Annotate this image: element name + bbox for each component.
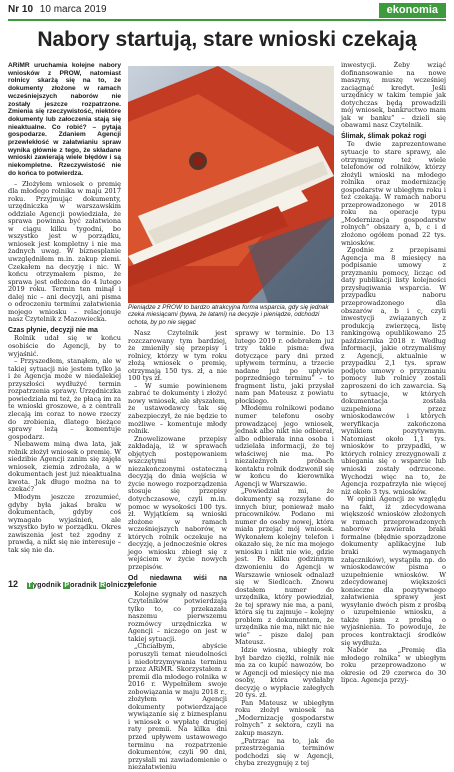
subheading-slimak: Ślimak, ślimak pokaż rogi (341, 132, 427, 140)
paragraph: Pan Mateusz w ubiegłym roku złożył wniosek na „Modernizację gospodarstw rolnych” z sektora, czyli na zakup maszyn. (235, 698, 334, 737)
paragraph: – Złożyłem wniosek o premię dla młodego rolnika w maju 2017 roku. Przyjmując dokumenty, urzędniczka w warszawskim oddziale Agencji powiedziała, że sprawa powinna być załatwiona w ciągu kilku tygodni, bo wszystko jest w porządku, wniosek jest kompletny i nie ma żadnych uwag. W biznesplanie uwzględniłem m.in. zakup ziemi. Czekałem na decyzję i nic. W końcu otrzymałem pismo, że sprawa jest odłożona do 4 lutego 2019 roku. Termin ten minął i dalej nic – ani decyzji, ani pisma o odroczeniu terminu załatwienia mojego wniosku – relacjonuje nasz Czytelnik z Mazowiecka. (8, 179, 121, 324)
photo-caption: Pieniądze z PROW to bardzo atrakcyjna forma wsparcia, gdy się jednak czeka miesiącami (bywa, że latami) na decyzje i pieniądze, odchodzi ochota, by po nie sięgać (128, 304, 329, 326)
column-2 (128, 330, 227, 772)
paragraph: Młodym jeszcze zrozumieć, gdyby była jakaś braku w dokumentach, gdyby coś wymagało wyjaśnień, ale wszystko było w porządku. Okres zawiszenia jest też zgodny z prawdą, a nikt się nie interesuje – tak się nie da. (8, 492, 121, 554)
paragraph: Kolejne sygnały od naszych Czytelników potwierdzają tylko to, co przekazała naszemu pierwszemu rozmówcy urzędniczka w Agencji – niczego on jest w takiej sytuacji. (128, 589, 227, 643)
publication-brand: Tygodnik Poradnik Rolniczy (27, 582, 132, 589)
paragraph: W opinii Agencji ze względu na fakt, iż zdecydowana większość wniosków złożonych w ramach przeprowadzonych naborów zawierała braki formalne (błędnie sporządzone dokumenty aplikacyjne lub braki wymaganych załączników), wystąpiła np. do wnioskodawców pisma o uzupełnienie wniosków. W zdecydowanej większości konieczne dla pozytywnego załatwienia sprawy jest wysyłanie dwóch pism z prośbą o uzupełnienie wniosku, a także pism z prośbą o wyjaśnienia. To powoduje, że proces kontraktacji środków się wydłuża. (341, 495, 446, 647)
paragraph: Znowelizowane przepisy zakładają, iż w sprawach objętych postępowaniem wszczętymi i niezakończonymi ostateczną decyzją do dnia wejścia w życie nowego rozporządzenia stosuje się przepisy dotychczasowe, czyli m.in. pomoc w wysokości 100 tys. zł. Wyjątkiem są wnioski złożone w ramach wcześniejszych naborów, w których rolnik oczekuje na decyzję, a jednocześnie okres jego wniosku zbiegł się z wejściem w życie nowych przepisów. (128, 434, 227, 571)
paragraph: „Powiedział mi, że dokumenty są rozsyłane do innych biur, ponieważ mało pracowników. Podano mi numer do osoby nowej, która miała przejąć mój wniosek. Wykonałem kolejny telefon i okazało się, że nic ma mojego wniosku i nikt nie wie, gdzie jest. Po kilku godzinnym dzwonieniu do Agencji w Warszawie wniosek odnalazł się w Siedlcach. Znowu dostałem numer do urzędnika, który powiedział, że tej sprawy nie ma, a pani, która się tu zajmuje – kolejny problem z dokumentem, że urzędnika nie ma, nikt nic nie wie” – pisze dalej pan Mateusz. (235, 487, 334, 647)
article-photo (128, 66, 334, 303)
subheading-telefon: Od niedawna wiśi na telefonie (128, 574, 227, 590)
header-rule (8, 19, 446, 21)
page-header (8, 4, 446, 20)
paragraph: Młodemu rolnikowi podano numer telefonu osoby prowadzącej jego wniosek, jednak albo nikt nie odbierał, albo odbierała inna osoba i udzielała informacji, że tej właściwej nie ma. Po niezależnych próbach kontaktu rolnik dodzwonił się w końcu do kierownika Agencji w Warszawie. (235, 404, 334, 488)
paragraph: Nabór na „Premię dla młodego rolnika” w ubiegłym roku przeprowadzono w okresie od 29 czerwca do 30 lipca. Agencja przyj- (341, 646, 446, 685)
paragraph: „Chciałbym, abyście poruszyli temat nieudolności i niedotrzymywania terminu przez ARiMR. Skorzystałem z premii dla młodego rolnika w 2016 r. Wypełniłem swoje zobowiązania w maju 2018 r., złożyłem w Agencji dokumenty potwierdzające wywiązanie się z biznesplanu i wniosek o wypłatę drugiej raty premii. Na kilka dni przed upływem ustawowego terminu na rozpatrzenie dokumentów, czyli 90 dni, przysłali mi zawiadomienie o niezałatwieniu (128, 642, 227, 772)
article-lead: ARiMR uruchamia kolejne nabory wniosków z PROW, natomiast rolnicy skarżą się na to, że dokumenty złożone w ramach wcześniejszych naborów nie zostały jeszcze rozpatrzone. Zmienia się rzeczywistość, niektóre dokumenty lub załoczenia stają się nieaktualne. Co robić? – pytają gospodarze. Zdaniem Agencji przewlekłość w załatwianiu spraw wynika głównie z tego, że składane wnioski zawierają wiele błędów i są niekompletne. Rzeczywistość nie do końca to potwierdza. (8, 62, 121, 177)
binders-image (128, 66, 334, 303)
section-label: ekonomia (379, 3, 446, 18)
paragraph: Idzie wiosna, ubiegły rok był bardzo ciężki, rolnik nie ma za co kupić nawozów, bo w Agencji od miesięcy nie ma osoby, która wydałaby decyzję o wypłacie załegłych 20 tys. zł. (235, 645, 334, 700)
paragraph: Nasz Czytelnik jest rozczarowany tym bardziej, że zmieniły się przepisy i rolnicy, którzy w tym roku złożą wniosek o premię, otrzymają 150 tys. zł, a nie 100 tys zł. (128, 329, 227, 383)
paragraph: „Patrząc na to, jak de przestrzegania terminów podchodzi się w Agencji, chyba zrezygnuję z tej (235, 736, 334, 768)
paragraph: sprawy w terminie. Do 13 lutego 2019 r. odebrałem już trzy takie pisma: dwa dotyczące pary dni przed upływem terminu, a trzecie nadane już po upływie poprzedniego terminu” – to fragment listu, jaki przysłał nam pan Mateusz z powiatu płockiego. (235, 329, 334, 405)
paragraph: Zgodnie z przepisami Agencja ma 8 miesięcy na podpisanie umowy z przyznaniu pomocy, licząc od daty publikacji listy kolejności przysługiwania wsparcia. W przypadku naboru przeprowadzonego dla obszarów a, b i c, czyli inwestycji związanych z produkcją zwierzęcą, listę rankingową opublikowano 25 października 2018 r. Według informacji, jakie otrzymaliśmy z Agencji, aktualnie w przypadku 2,1 tys. spraw podjęto umowy o przyznaniu pomocy lub rolnicy zostali zaproszeni do ich zawarcia. Są to sytuacje, w których dokumentacja została uzupełniona przez wnioskodawców i których weryfikacja zakończona wynikiem pozytywnym. Natomiast około 1,1 tys. wniosków to przypadki, w których rolnicy zrezygnowali z ubiegania się o wsparcie lub wnioski zostały odrzucone. Wychodzi więc na to, że Agencja rozpatrzyła nie więcej niż około 3 tys. wniosków. (341, 246, 446, 496)
issue-info (8, 4, 107, 15)
paragraph: Rolnik udał się w końcu osobiście do Agencji, by to wyjaśnić. (8, 334, 121, 358)
article-title: Nabory startują, stare wnioski czekają (37, 28, 417, 51)
page-footer (8, 579, 446, 593)
column-3 (235, 330, 334, 768)
issue-date: 10 marca 2019 (39, 4, 107, 15)
paragraph: – W sumie powinienem zabrać te dokumenty i złożyć nowy wniosek, ale słyszałem, że ustawodawcy tak się zabezpieczył, że nie będzie to możliwe – komentuje młody rolnik. (128, 381, 227, 436)
page-number: 12 (8, 579, 19, 589)
column-1 (8, 62, 121, 554)
subheading-czas: Czas płynie, decyzji nie ma (8, 326, 98, 334)
paragraph: Te dwie zaprezentowane sytuacje to stare sprawy, ale otrzymujemy też wiele telefonów od rolników, którzy złożyli wnioski na młodego rolnika oraz modernizację gospodarstw w ubiegłym roku i też czekają. W ramach naboru przeprowadzonego w 2018 roku na operacje typu „Modernizacja gospodarstw rolnych” obszary a, b, c i d złożono ogółem ponad 22 tys. wniosków. (341, 140, 446, 247)
issue-number: Nr 10 (8, 4, 34, 15)
paragraph: – Przyszedłem, stanąłem, ale w takiej sytuacji nie jestem tylko ja i że Agencja może w niedalekiej przyszłości wydłużyć termin rozpatrzenia sprawy. Urzędniczka powiedziała mi też, że płacą im za te wnioski groszowe, a z centrali zlecają im coraz to nowe rzeczy do zrobienia, dlatego bieżące sprawy leżą – komentuje gospodarz. (8, 357, 121, 441)
paragraph: Niebawem miną dwa lata, jak rolnik złożył wniosek o premię. W siedzibie Agencji zanim się zajęła wniosek, ziemia zdrożała, a w dokumentach jest już nieaktualna kwota. Jak długo można na to czekać? (8, 440, 121, 494)
paragraph: inwestycji. Żeby wziąć dofinansowanie na nowe maszyny, muszę wcześniej zaciągnąć kredyt. Jeśli urzędnicy w takim tempie jak dotychczas będą prowadzili mój wniosek, bankructwo mam jak w banku” – dzieli się obawami nasz Czytelnik. (341, 61, 446, 130)
